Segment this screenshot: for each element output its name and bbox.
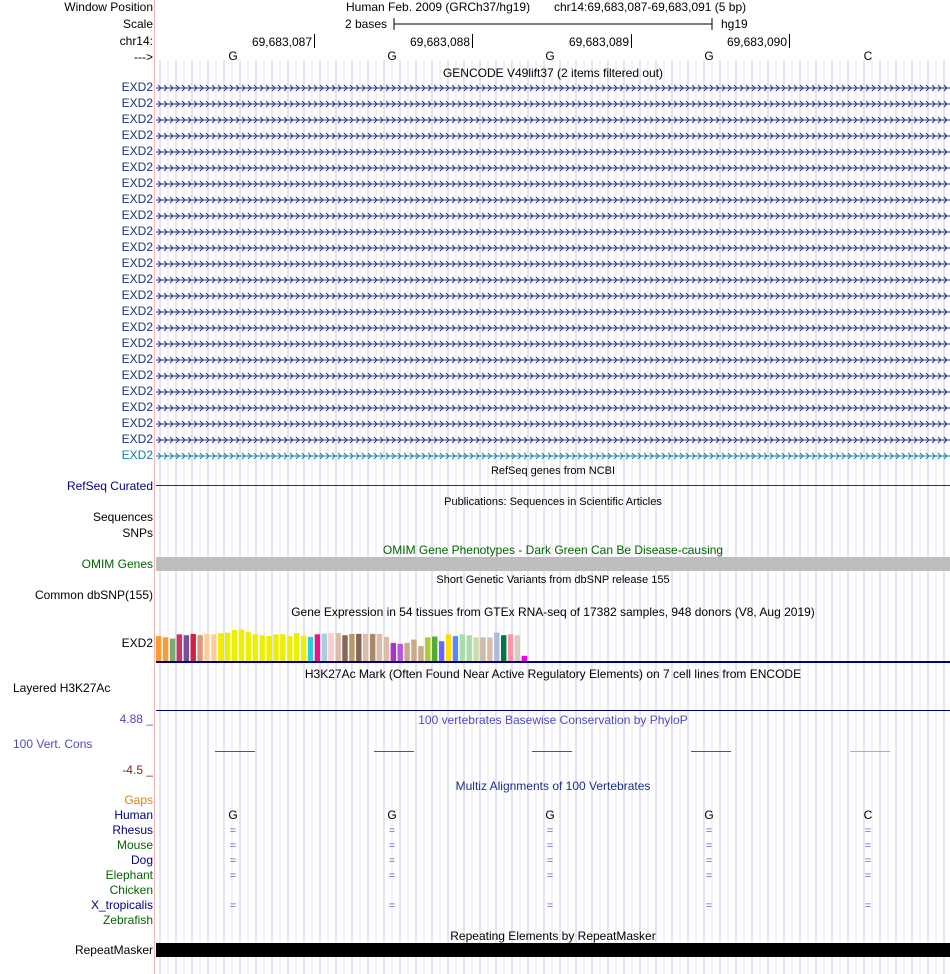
gencode-transcript-label[interactable]: EXD2 xyxy=(121,240,153,254)
multiz-match-symbol: = xyxy=(705,900,713,912)
multiz-match-symbol: = xyxy=(388,900,396,912)
multiz-match-symbol: = xyxy=(229,870,237,882)
multiz-match-symbol: = xyxy=(546,855,554,867)
gtex-tissue-bar xyxy=(266,636,271,661)
gtex-tissue-bar xyxy=(398,644,403,661)
multiz-species-label[interactable]: Zebrafish xyxy=(102,913,153,927)
gencode-transcript-label[interactable]: EXD2 xyxy=(121,352,153,366)
base-letter: G xyxy=(387,49,397,63)
gencode-transcript[interactable] xyxy=(156,386,950,398)
gtex-tissue-bar xyxy=(177,634,182,661)
gtex-gene-label[interactable]: EXD2 xyxy=(121,636,153,650)
gencode-transcript-label[interactable]: EXD2 xyxy=(121,144,153,158)
coordinate-tick xyxy=(631,34,632,48)
gencode-transcript[interactable] xyxy=(156,130,950,142)
multiz-human-base: C xyxy=(863,808,873,822)
assembly-title: Human Feb. 2009 (GRCh37/hg19) xyxy=(346,0,531,14)
multiz-match-symbol: = xyxy=(705,840,713,852)
conservation-value-mark[interactable] xyxy=(215,751,255,752)
gencode-transcript-label[interactable]: EXD2 xyxy=(121,448,153,462)
conservation-min-label: -4.5 _ xyxy=(122,763,153,777)
gencode-transcript[interactable] xyxy=(156,290,950,302)
base-letter: G xyxy=(545,49,555,63)
repeatmasker-label[interactable]: RepeatMasker xyxy=(74,943,153,957)
gtex-expression-chart[interactable] xyxy=(156,618,950,664)
gencode-transcript[interactable] xyxy=(156,418,950,430)
gtex-tissue-bar xyxy=(287,636,292,661)
multiz-match-symbol: = xyxy=(229,900,237,912)
gencode-transcript[interactable] xyxy=(156,402,950,414)
gtex-tissue-bar xyxy=(356,634,361,661)
conservation-max-label: 4.88 _ xyxy=(119,712,153,726)
gencode-transcript-label[interactable]: EXD2 xyxy=(121,384,153,398)
multiz-match-symbol: = xyxy=(864,840,872,852)
coordinate-label: 69,683,087 xyxy=(251,35,312,49)
coordinate-tick xyxy=(789,34,790,48)
gtex-tissue-bar xyxy=(342,635,347,661)
refseq-track-title[interactable]: RefSeq genes from NCBI xyxy=(490,465,616,477)
multiz-track-title[interactable]: Multiz Alignments of 100 Vertebrates xyxy=(455,779,651,793)
gencode-transcript[interactable] xyxy=(156,98,950,110)
coordinate-label: 69,683,089 xyxy=(568,35,629,49)
multiz-match-symbol: = xyxy=(229,840,237,852)
gtex-tissue-bar xyxy=(184,635,189,661)
gtex-tissue-bar xyxy=(301,636,306,661)
multiz-species-label[interactable]: Chicken xyxy=(109,883,153,897)
db-label: hg19 xyxy=(721,17,748,31)
multiz-match-symbol: = xyxy=(546,825,554,837)
window-position-label: Window Position xyxy=(64,0,153,14)
conservation-value-mark[interactable] xyxy=(374,751,414,752)
gtex-tissue-bar xyxy=(225,633,230,661)
gtex-tissue-bar xyxy=(197,635,202,661)
conservation-value-mark[interactable] xyxy=(850,751,890,752)
multiz-human-base: G xyxy=(228,808,238,822)
gencode-transcript-label[interactable]: EXD2 xyxy=(121,256,153,270)
base-letter: C xyxy=(863,49,873,63)
gencode-transcript-label[interactable]: EXD2 xyxy=(121,336,153,350)
gtex-tissue-bar xyxy=(418,646,423,661)
gtex-tissue-bar xyxy=(501,635,506,661)
gtex-tissue-bar xyxy=(515,635,520,661)
conservation-value-mark[interactable] xyxy=(532,751,572,752)
gencode-transcript[interactable] xyxy=(156,146,950,158)
scale-label: Scale xyxy=(122,17,153,31)
multiz-species-label[interactable]: X_tropicalis xyxy=(90,898,153,912)
multiz-species-label[interactable]: Gaps xyxy=(124,793,153,807)
refseq-gene-line[interactable] xyxy=(156,485,950,486)
gencode-transcript-label[interactable]: EXD2 xyxy=(121,288,153,302)
multiz-match-symbol: = xyxy=(388,840,396,852)
gtex-tissue-bar xyxy=(322,634,327,662)
omim-gene-bar[interactable] xyxy=(156,557,950,571)
gencode-transcript-label[interactable]: EXD2 xyxy=(121,272,153,286)
gtex-tissue-bar xyxy=(239,630,244,661)
gencode-transcript-label[interactable]: EXD2 xyxy=(121,192,153,206)
multiz-match-symbol: = xyxy=(705,855,713,867)
gencode-transcript-label[interactable]: EXD2 xyxy=(121,96,153,110)
gtex-tissue-bar xyxy=(425,637,430,661)
scale-bar xyxy=(390,17,720,31)
gencode-transcript-label[interactable]: EXD2 xyxy=(121,432,153,446)
multiz-species-label[interactable]: Rhesus xyxy=(112,823,153,837)
multiz-match-symbol: = xyxy=(864,870,872,882)
gtex-tissue-bar xyxy=(363,634,368,661)
gtex-tissue-bar xyxy=(156,636,161,661)
omim-track-title[interactable]: OMIM Gene Phenotypes - Dark Green Can Be Disease-causing xyxy=(382,543,724,557)
gencode-transcript-label[interactable]: EXD2 xyxy=(121,304,153,318)
gtex-tissue-bar xyxy=(294,633,299,661)
coordinate-tick xyxy=(314,34,315,48)
multiz-match-symbol: = xyxy=(546,900,554,912)
publications-snps-label[interactable]: SNPs xyxy=(122,526,153,540)
gtex-tissue-bar xyxy=(253,634,258,661)
conservation-track-title[interactable]: 100 vertebrates Basewise Conservation by PhyloP xyxy=(418,713,688,727)
gencode-transcript-label[interactable]: EXD2 xyxy=(121,112,153,126)
gtex-tissue-bar xyxy=(204,634,209,661)
multiz-match-symbol: = xyxy=(705,870,713,882)
gencode-transcript[interactable] xyxy=(156,258,950,270)
coordinate-tick xyxy=(472,34,473,48)
gencode-transcript[interactable] xyxy=(156,226,950,238)
multiz-species-label[interactable]: Mouse xyxy=(116,838,153,852)
position-text: chr14:69,683,087-69,683,091 (5 bp) xyxy=(554,0,747,14)
dbsnp-track-title[interactable]: Short Genetic Variants from dbSNP release 155 xyxy=(436,574,670,586)
multiz-human-base: G xyxy=(387,808,397,822)
gencode-transcript[interactable] xyxy=(156,162,950,174)
gtex-tissue-bar xyxy=(246,632,251,661)
gtex-tissue-bar xyxy=(391,643,396,661)
gtex-tissue-bar xyxy=(315,634,320,661)
strand-label: ---> xyxy=(134,50,153,64)
multiz-match-symbol: = xyxy=(705,825,713,837)
gtex-tissue-bar xyxy=(211,634,216,661)
repeatmasker-track-title[interactable]: Repeating Elements by RepeatMasker xyxy=(450,929,656,943)
gtex-tissue-bar xyxy=(404,643,409,661)
gencode-transcript-label[interactable]: EXD2 xyxy=(121,320,153,334)
scale-value: 2 bases xyxy=(345,17,388,31)
gtex-tissue-bar xyxy=(467,635,472,661)
gtex-tissue-bar xyxy=(273,634,278,661)
gtex-tissue-bar xyxy=(260,635,265,661)
multiz-match-symbol: = xyxy=(388,825,396,837)
multiz-human-base: G xyxy=(704,808,714,822)
multiz-species-label[interactable]: Dog xyxy=(130,853,153,867)
gencode-transcript[interactable] xyxy=(156,210,950,222)
gencode-transcript[interactable] xyxy=(156,274,950,286)
gencode-transcript[interactable] xyxy=(156,450,950,462)
repeatmasker-bar[interactable] xyxy=(156,943,950,957)
dbsnp-label[interactable]: Common dbSNP(155) xyxy=(34,588,153,602)
gencode-transcript[interactable] xyxy=(156,242,950,254)
multiz-match-symbol: = xyxy=(864,900,872,912)
gtex-tissue-bar xyxy=(522,656,527,661)
gencode-transcript[interactable] xyxy=(156,434,950,446)
publications-track-title[interactable]: Publications: Sequences in Scientific Articles xyxy=(444,496,662,508)
gtex-tissue-bar xyxy=(370,634,375,661)
h3k27ac-track-title[interactable]: H3K27Ac Mark (Often Found Near Active Regulatory Elements) on 7 cell lines from ENCODE xyxy=(304,667,802,681)
gtex-tissue-bar xyxy=(308,637,313,661)
omim-label[interactable]: OMIM Genes xyxy=(81,557,153,571)
gtex-tissue-bar xyxy=(163,637,168,661)
multiz-match-symbol: = xyxy=(388,855,396,867)
base-letter: G xyxy=(704,49,714,63)
gtex-tissue-bar xyxy=(494,633,499,661)
gtex-tissue-bar xyxy=(411,640,416,662)
multiz-match-symbol: = xyxy=(229,825,237,837)
gencode-transcript[interactable] xyxy=(156,354,950,366)
gtex-tissue-bar xyxy=(473,637,478,661)
multiz-match-symbol: = xyxy=(388,870,396,882)
gencode-transcript-label[interactable]: EXD2 xyxy=(121,416,153,430)
coordinate-label: 69,683,088 xyxy=(409,35,470,49)
gtex-tissue-bar xyxy=(232,630,237,661)
gencode-transcript[interactable] xyxy=(156,306,950,318)
gencode-transcript[interactable] xyxy=(156,370,950,382)
gtex-tissue-bar xyxy=(329,633,334,661)
gencode-transcript[interactable] xyxy=(156,178,950,190)
label-divider xyxy=(154,0,155,974)
conservation-value-mark[interactable] xyxy=(691,751,731,752)
chrom-label: chr14: xyxy=(119,34,153,48)
base-letter: G xyxy=(228,49,238,63)
gtex-tissue-bar xyxy=(170,639,175,661)
conservation-label[interactable]: 100 Vert. Cons xyxy=(13,737,93,751)
gencode-transcript-label[interactable]: EXD2 xyxy=(121,80,153,94)
refseq-label[interactable]: RefSeq Curated xyxy=(66,479,153,493)
gtex-tissue-bar xyxy=(446,634,451,661)
gencode-transcript-label[interactable]: EXD2 xyxy=(121,208,153,222)
gtex-track-title[interactable]: Gene Expression in 54 tissues from GTEx RNA-seq of 17382 samples, 948 donors (V8, Aug 2019) xyxy=(291,605,815,619)
gencode-track-title[interactable]: GENCODE V49lift37 (2 items filtered out) xyxy=(442,66,664,80)
gtex-tissue-bar xyxy=(191,634,196,661)
gtex-tissue-bar xyxy=(453,636,458,661)
gencode-transcript-label[interactable]: EXD2 xyxy=(121,128,153,142)
h3k27ac-label[interactable]: Layered H3K27Ac xyxy=(13,681,111,695)
gencode-transcript[interactable] xyxy=(156,82,950,94)
gtex-tissue-bar xyxy=(508,634,513,661)
gtex-tissue-bar xyxy=(432,637,437,662)
gencode-transcript[interactable] xyxy=(156,322,950,334)
publications-sequences-label[interactable]: Sequences xyxy=(92,510,153,524)
gtex-tissue-bar xyxy=(439,641,444,661)
gtex-tissue-bar xyxy=(377,634,382,661)
multiz-species-label[interactable]: Human xyxy=(114,808,153,822)
gtex-tissue-bar xyxy=(349,634,354,661)
gtex-tissue-bar xyxy=(480,637,485,661)
gtex-tissue-bar xyxy=(218,633,223,661)
gencode-transcript-label[interactable]: EXD2 xyxy=(121,400,153,414)
multiz-match-symbol: = xyxy=(864,825,872,837)
gencode-transcript[interactable] xyxy=(156,194,950,206)
gencode-transcript-label[interactable]: EXD2 xyxy=(121,368,153,382)
gencode-transcript-label[interactable]: EXD2 xyxy=(121,224,153,238)
coordinate-label: 69,683,090 xyxy=(726,35,787,49)
gencode-transcript[interactable] xyxy=(156,114,950,126)
multiz-human-base: G xyxy=(545,808,555,822)
h3k27ac-baseline xyxy=(156,710,950,711)
multiz-match-symbol: = xyxy=(864,855,872,867)
multiz-match-symbol: = xyxy=(546,840,554,852)
gtex-tissue-bar xyxy=(384,637,389,661)
gencode-transcript-label[interactable]: EXD2 xyxy=(121,160,153,174)
gtex-tissue-bar xyxy=(460,634,465,661)
multiz-match-symbol: = xyxy=(229,855,237,867)
gtex-tissue-bar xyxy=(335,633,340,661)
gtex-tissue-bar xyxy=(280,634,285,661)
gtex-tissue-bar xyxy=(487,637,492,661)
multiz-species-label[interactable]: Elephant xyxy=(105,868,153,882)
multiz-match-symbol: = xyxy=(546,870,554,882)
gencode-transcript[interactable] xyxy=(156,338,950,350)
gencode-transcript-label[interactable]: EXD2 xyxy=(121,176,153,190)
